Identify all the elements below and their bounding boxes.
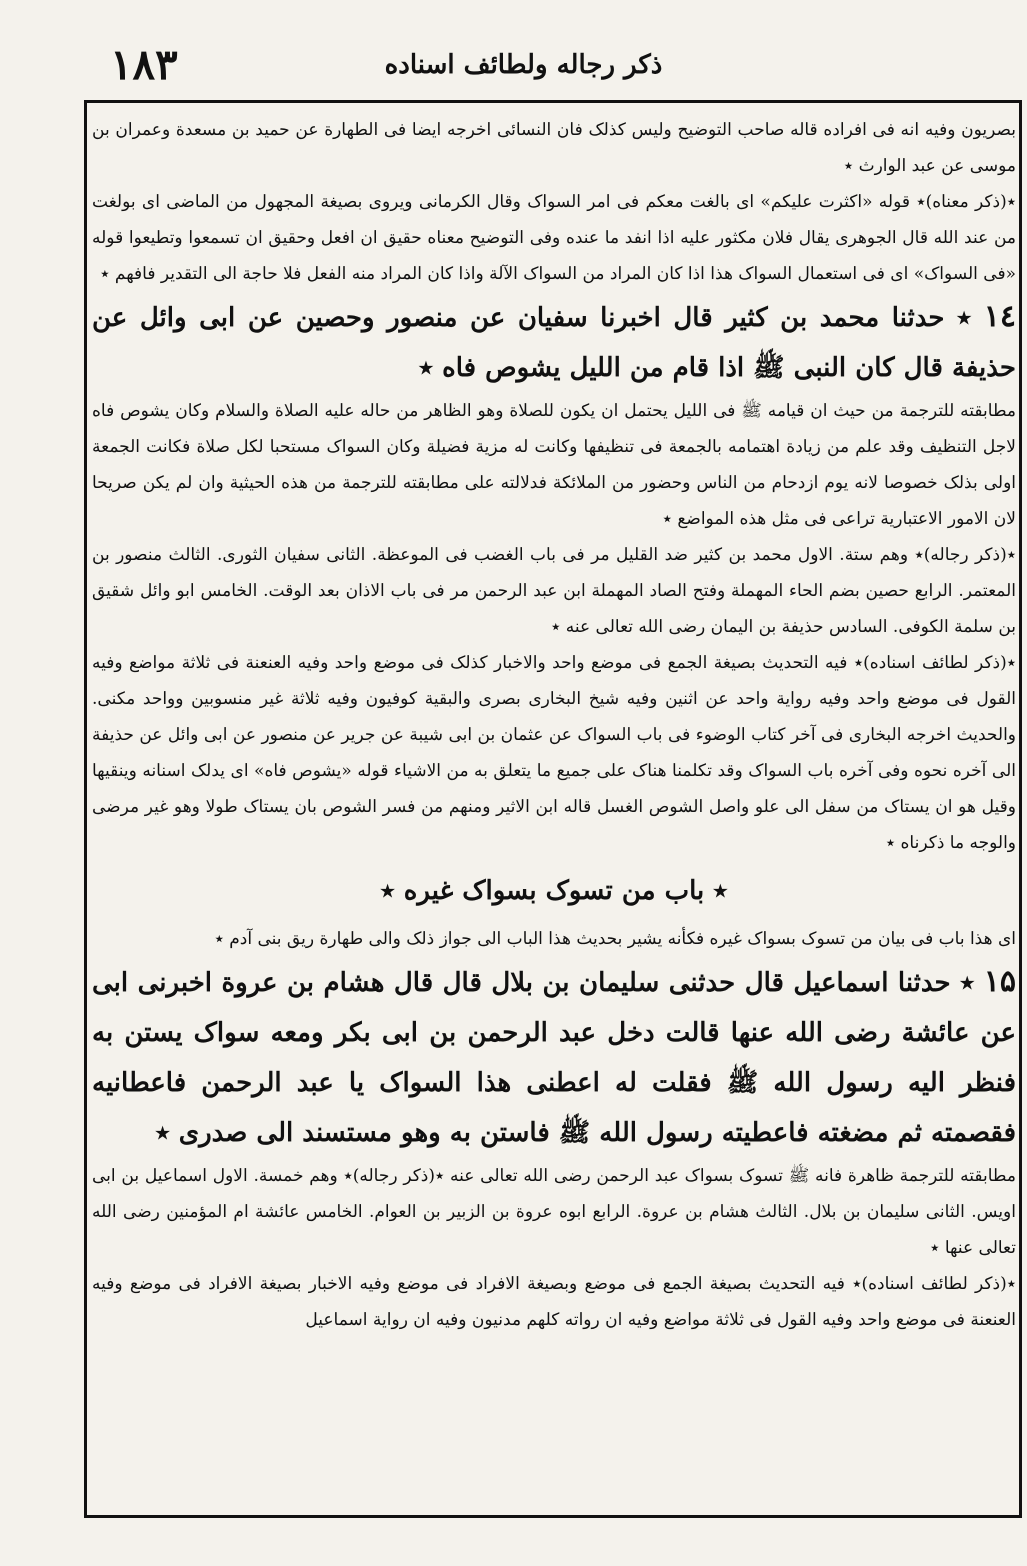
hadith-number: ۱٤ [983, 299, 1016, 334]
paragraph: بصریون وفیه انه فی افراده قاله صاحب التوضیح ولیس کذلک فان النسائی اخرجه ایضا فی الطهارة عن حمید بن مسعدة وعمران بن موسی عن عبد الوارث ٭ [92, 120, 1016, 176]
hadith-body: ٭ حدثنا محمد بن کثیر قال اخبرنا سفیان عن منصور وحصین عن ابی وائل عن حذیفة قال کان النبی ﷺ اذا قام من اللیل یشوص فاه ٭ [92, 303, 1016, 383]
paragraph: مطابقته للترجمة ظاهرة فانه ﷺ تسوک بسواک عبد الرحمن رضی الله تعالی عنه ٭(ذکر رجاله)٭ وهم خمسة. الاول اسماعیل بن ابی اویس. الثانی سلیمان بن بلال. الثالث هشام بن عروة. الرابع ابوه عروة بن الزبیر بن العوام. الخامس عائشة ام المؤمنین رضی الله تعالی عنها ٭ [92, 1166, 1016, 1258]
paragraph: ٭(ذکر لطائف اسناده)٭ فیه التحدیث بصیغة الجمع فی موضع وبصیغة الافراد فی موضع وفیه الاخبار بصیغة الافراد فی موضع وفیه العنعنة فی موضع واحد وفیه القول فی ثلاثة مواضع وفیه ان رواته کلهم مدنیون وفیه ان روایة اسماعیل [92, 1274, 1016, 1330]
hadith-number: ۱۵ [983, 964, 1016, 999]
hadith-body: ٭ حدثنا اسماعیل قال حدثنی سلیمان بن بلال قال قال هشام بن عروة اخبرنی ابی عن عائشة رضی الله عنها قالت دخل عبد الرحمن بن ابی بکر ومعه سواک یستن به فنظر الیه رسول الله ﷺ فقلت له اعطنی هذا السواک یا عبد الرحمن فاعطانیه فقصمته ثم مضغته فاعطیته رسول الله ﷺ فاستن به وهو مستسند الی صدری ٭ [92, 968, 1016, 1148]
page-number: ۱۸۳ [110, 40, 178, 89]
paragraph: ٭(ذکر لطائف اسناده)٭ فیه التحدیث بصیغة الجمع فی موضع واحد والاخبار کذلک فی موضع واحد وفیه العنعنة فی ثلاثة مواضع وفیه القول فی موضع واحد وفیه روایة واحد عن اثنین وفیه شیخ البخاری بصری والبقیة کوفیون وفیه ثلاثة غیر منسوبین وواحد مکنی. والحدیث اخرجه البخاری فی آخر کتاب الوضوء فی باب السواک عن عثمان بن ابی شیبة عن جریر عن منصور عن ابی وائل عن حذیفة الی آخره نحوه وفی آخره باب السواک وقد تکلمنا هناک علی جمیع ما یتعلق به من الاشیاء قوله «یشوص فاه» ای یدلک اسنانه وینقیها وقیل هو ان یستاک من سفل الی علو واصل الشوص الغسل قاله ابن الاثیر ومنهم من فسر الشوص بان یستاک طولا وهو غیر مرضی والوجه ما ذکرناه ٭ [92, 653, 1016, 853]
running-title: ذکر رجاله ولطائف اسناده [384, 50, 663, 80]
hadith-text [92, 957, 1016, 1158]
paragraph: مطابقته للترجمة من حیث ان قیامه ﷺ فی اللیل یحتمل ان یکون للصلاة وهو الظاهر من حاله علیه الصلاة والسلام وکان یشوص فاه لاجل التنظیف وقد علم من زیادة اهتمامه بالجمعة فی تنظیفها وکانت له مزیة فضیلة وکان السواک مستحبا لکل صلاة فکانت الجمعة اولی بذلک خصوصا لانه یوم ازدحام من الناس وحضور من الملائکة فدلالته علی مطابقته للترجمة من هذه الحیثیة وان لم یکن صریحا لان الامور الاعتباریة تراعی فی مثل هذه المواضع ٭ [92, 401, 1016, 529]
paragraph: ٭(ذکر رجاله)٭ وهم ستة. الاول محمد بن کثیر ضد القلیل مر فی باب الغضب فی الموعظة. الثانی سفیان الثوری. الثالث منصور بن المعتمر. الرابع حصین بضم الحاء المهملة وفتح الصاد المهملة ابن عبد الرحمن مر فی باب الاذان بعد الوقت. الخامس ابو وائل شقیق بن سلمة الکوفی. السادس حذیفة بن الیمان رضی الله تعالی عنه ٭ [92, 545, 1016, 637]
page-body [92, 112, 1016, 1338]
hadith-text [92, 292, 1016, 393]
chapter-heading: ٭ باب من تسوک بسواک غیره ٭ [380, 876, 728, 906]
paragraph: ای هذا باب فی بیان من تسوک بسواک غیره فکأنه یشیر بحدیث هذا الباب الی جواز ذلک والی طهارة ریق بنی آدم ٭ [214, 929, 1016, 949]
paragraph: ٭(ذکر معناه)٭ قوله «اکثرت علیکم» ای بالغت معکم فی امر السواک وقال الکرمانی ویروی بصیغة المجهول من الماضی ای بولغت من عند الله قال الجوهری یقال فلان مکثور علیه اذا انفد ما عنده وفی التوضیح معناه حقیق ان افعل وحقیق ان تسمعوا وتطیعوا قوله «فی السواک» ای فی استعمال السواک هذا اذا کان المراد من السواک الآلة واذا کان المراد منه الفعل فلا حاجة الی التقدیر فافهم ٭ [92, 192, 1016, 284]
page-header [80, 40, 967, 92]
